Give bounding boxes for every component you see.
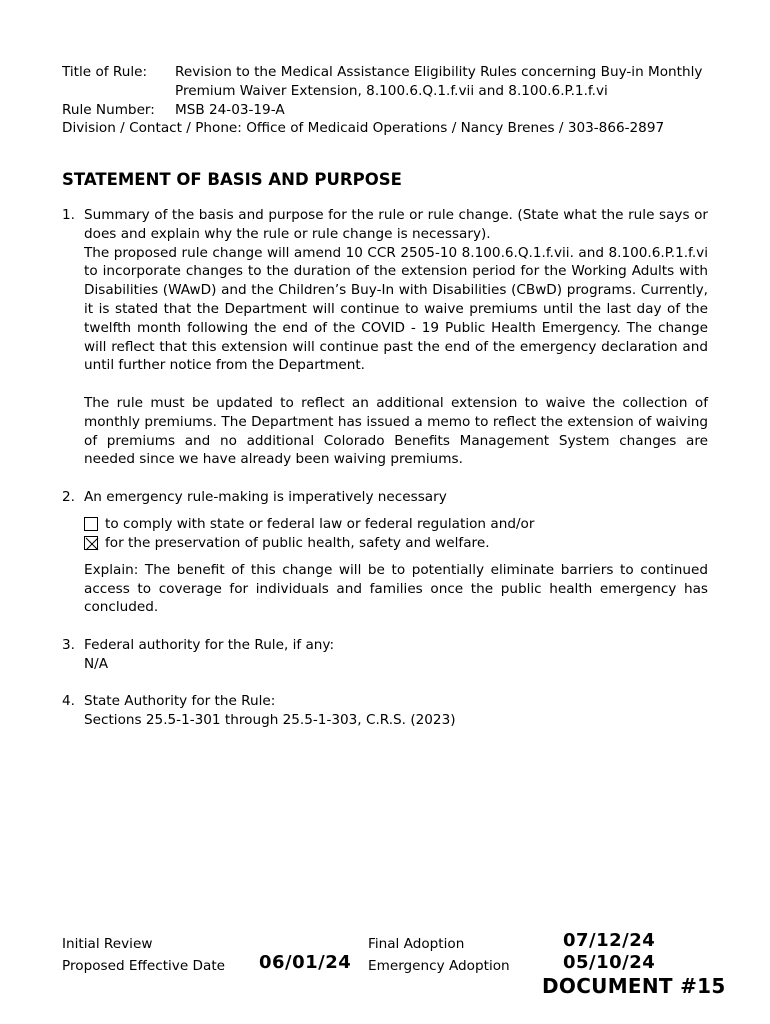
checkbox-row-law bbox=[84, 515, 708, 534]
item-number: 3. bbox=[62, 636, 75, 653]
x-mark-icon bbox=[85, 537, 99, 551]
emergency-adoption-date: 05/10/24 bbox=[563, 952, 656, 973]
title-value-line2: Premium Waiver Extension, 8.100.6.Q.1.f.vii and 8.100.6.P.1.f.vi bbox=[175, 82, 608, 99]
item-number: 1. bbox=[62, 207, 75, 223]
item-number: 2. bbox=[62, 488, 75, 505]
adoption-footer bbox=[62, 930, 726, 1012]
item-1-paragraph-1: The proposed rule change will amend 10 CCR 2505-10 8.100.6.Q.1.f.vii. and 8.100.6.P.1.f.vi to incorporate changes to the duration of the extension period for the Working Adults with Disabilities (WAwD) and the Children’s Buy-In with Disabilities (CBwD) programs. Currently, it is stated that the Department will continue to waive premiums until the last day of the twelfth month following the end of the COVID - 19 Public Health Emergency. The change will reflect that this extension will continue past the end of the emergency declaration and until further notice from the Department. bbox=[84, 244, 708, 374]
item-3-value: N/A bbox=[84, 655, 109, 672]
checkbox-law-label: to comply with state or federal law or federal regulation and/or bbox=[105, 515, 535, 532]
checkbox-public-health-label: for the preservation of public health, safety and welfare. bbox=[105, 534, 490, 551]
list-item-1 bbox=[62, 206, 708, 469]
checkbox-public-health-checked[interactable] bbox=[84, 536, 98, 550]
final-adoption-label: Final Adoption bbox=[368, 936, 465, 952]
item-2-prompt: An emergency rule-making is imperatively necessary bbox=[84, 488, 447, 505]
item-1-paragraph-2: The rule must be updated to reflect an additional extension to waive the collection of monthly premiums. The Department has issued a memo to reflect the extension of waiving of premiums and no additional Colorado Benefits Management System changes are needed since we have already been waiving premiums. bbox=[84, 394, 708, 468]
initial-review-label: Initial Review bbox=[62, 936, 153, 952]
title-label: Title of Rule: bbox=[62, 64, 148, 80]
section-heading: STATEMENT OF BASIS AND PURPOSE bbox=[62, 170, 402, 189]
rule-header bbox=[62, 63, 722, 138]
title-value-line1: Revision to the Medical Assistance Eligibility Rules concerning Buy-in Monthly bbox=[175, 64, 703, 80]
list-item-4 bbox=[62, 692, 708, 730]
proposed-effective-date: 06/01/24 bbox=[259, 952, 352, 973]
document-number: DOCUMENT #15 bbox=[542, 974, 726, 998]
list-item-3 bbox=[62, 636, 708, 674]
division-contact-line: Division / Contact / Phone: Office of Medicaid Operations / Nancy Brenes / 303-866-2897 bbox=[62, 120, 665, 137]
rule-number-label: Rule Number: bbox=[62, 101, 155, 118]
item-1-prompt: Summary of the basis and purpose for the rule or rule change. (State what the rule says or does and explain why the rule or rule change is necessary). bbox=[84, 207, 708, 242]
list-item-2 bbox=[62, 488, 708, 617]
statement-list bbox=[62, 206, 708, 730]
item-4-value: Sections 25.5-1-301 through 25.5-1-303, C.R.S. (2023) bbox=[84, 712, 456, 729]
rule-number-value: MSB 24-03-19-A bbox=[175, 101, 285, 118]
item-3-prompt: Federal authority for the Rule, if any: bbox=[84, 636, 335, 653]
item-2-explain: Explain: The benefit of this change will be to potentially eliminate barriers to continued access to coverage for individuals and families once the public health emergency has concluded. bbox=[84, 561, 708, 616]
item-4-prompt: State Authority for the Rule: bbox=[84, 693, 276, 710]
checkbox-row-public-health bbox=[84, 534, 708, 553]
final-adoption-date: 07/12/24 bbox=[563, 930, 656, 951]
emergency-adoption-label: Emergency Adoption bbox=[368, 958, 510, 974]
checkbox-law-unchecked[interactable] bbox=[84, 517, 98, 531]
proposed-effective-label: Proposed Effective Date bbox=[62, 958, 226, 974]
item-number: 4. bbox=[62, 693, 75, 710]
